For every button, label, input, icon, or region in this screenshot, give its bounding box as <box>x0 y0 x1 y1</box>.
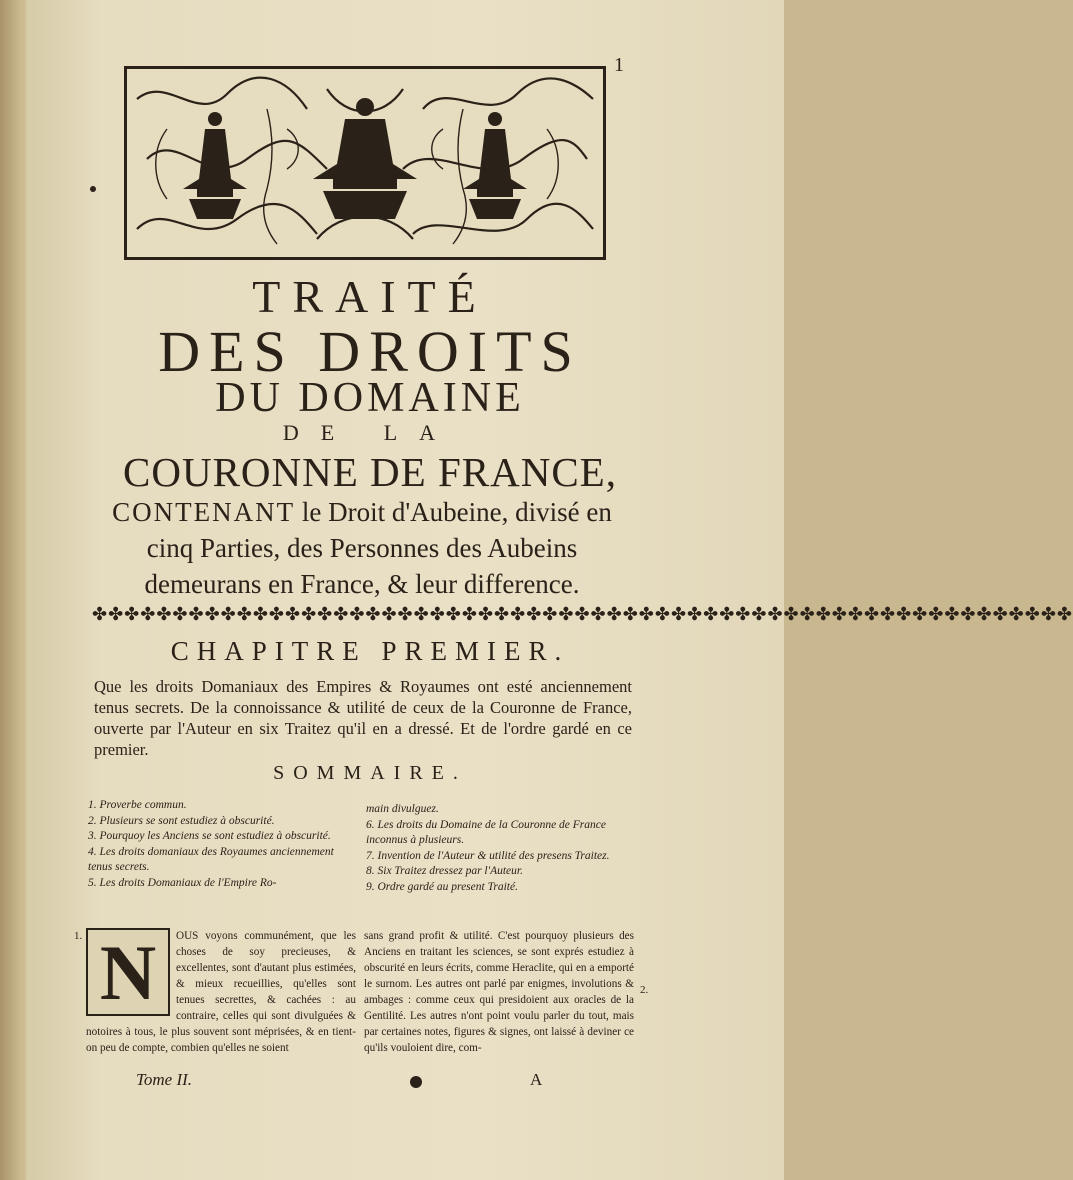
headpiece-ornament-icon <box>127 69 603 257</box>
body-left-column <box>86 928 356 1056</box>
chapter-summary: Que les droits Domaniaux des Empires & Royaumes ont esté anciennement tenus secrets. De la connoissance & utilité de ceux de la Couronne de France, ouverte par l'Auteur en six Traitez qu'il en a dressé. Et de l'ordre gardé en ce premier. <box>94 677 632 759</box>
sommaire-item: 6. Les droits du Domaine de la Couronne de France inconnus à plusieurs. <box>366 818 606 846</box>
sommaire-left-column <box>88 798 356 891</box>
contenant-cap: CONTENANT <box>112 497 296 527</box>
title-couronne-de-france: COURONNE DE FRANCE, <box>123 449 617 495</box>
sommaire-item: 3. Pourquoy les Anciens se sont estudiez à obscurité. <box>88 830 331 842</box>
decorative-headpiece <box>124 66 606 260</box>
bullet-mark <box>410 1076 422 1088</box>
page-number: 1 <box>614 54 624 76</box>
decorated-initial <box>86 928 170 1016</box>
margin-note-2: 2. <box>640 984 649 996</box>
sommaire-heading: SOMMAIRE. <box>273 762 467 784</box>
contenant-paragraph <box>92 494 632 602</box>
sommaire-item: 2. Plusieurs se sont estudiez à obscurité. <box>88 814 275 827</box>
title-de-la: DE LA <box>282 420 458 445</box>
sommaire-item: 8. Six Traitez dressez par l'Auteur. <box>366 865 523 877</box>
sommaire-item: 1. Proverbe commun. <box>88 799 187 811</box>
body-right-column: sans grand profit & utilité. C'est pourquoy plusieurs des Anciens en traitant les sciences, se sont exprés estudiez à obscurité en leurs écrits, comme Heraclite, qui en a emporté le surnom. Les autres ont parlé par enigmes, involutions & ambages : comme ceux qui presidoient aux oracles de la Gentilité. Les autres n'ont point voulu parler du tout, mais par certaines notes, figures & signes, ont laissé à deviner ce qu'ils vouloient dire, com- <box>364 930 634 1054</box>
title-du-domaine: DU DOMAINE <box>215 375 525 421</box>
title-des-droits: DES DROITS <box>158 319 582 384</box>
sommaire-item: main divulguez. <box>366 803 439 815</box>
margin-dot <box>90 186 96 192</box>
sommaire-item: 9. Ordre gardé au present Traité. <box>366 880 518 893</box>
contenant-text: le Droit d'Aubeine, divisé en cinq Parties, des Personnes des Aubeins demeurans en France, & leur difference. <box>144 497 612 599</box>
body-left-text: OUS voyons communément, que les choses de soy precieuses, & excellentes, sont d'autant plus estimées, & mieux recueillies, qu'elles sont tenues secrettes, & cachées : au contraire, celles qui sont divulguées & notoires à tous, le plus souvent sont méprisées, & en tient-on peu de compte, combien qu'elles ne soient <box>86 930 356 1054</box>
sommaire-item: 5. Les droits Domaniaux de l'Empire Ro- <box>88 876 277 889</box>
signature-mark: A <box>530 1070 543 1089</box>
sommaire-item: 4. Les droits domaniaux des Royaumes anciennement tenus secrets. <box>88 845 334 873</box>
dropcap-letter: N <box>99 929 157 1016</box>
ornamental-rule: ✤✤✤✤✤✤✤✤✤✤✤✤✤✤✤✤✤✤✤✤✤✤✤✤✤✤✤✤✤✤✤✤✤✤✤✤✤✤✤✤✤✤✤✤✤✤✤✤✤✤✤✤✤✤✤✤✤✤✤✤✤ <box>92 604 1073 624</box>
margin-note-1: 1. <box>74 930 83 942</box>
sommaire-item: 7. Invention de l'Auteur & utilité des presens Traitez. <box>366 849 610 862</box>
sommaire-right-column <box>366 802 634 895</box>
title-traite: TRAITÉ <box>252 271 488 322</box>
catchword-volume: Tome II. <box>136 1070 193 1089</box>
chapter-heading: CHAPITRE PREMIER. <box>170 636 570 666</box>
